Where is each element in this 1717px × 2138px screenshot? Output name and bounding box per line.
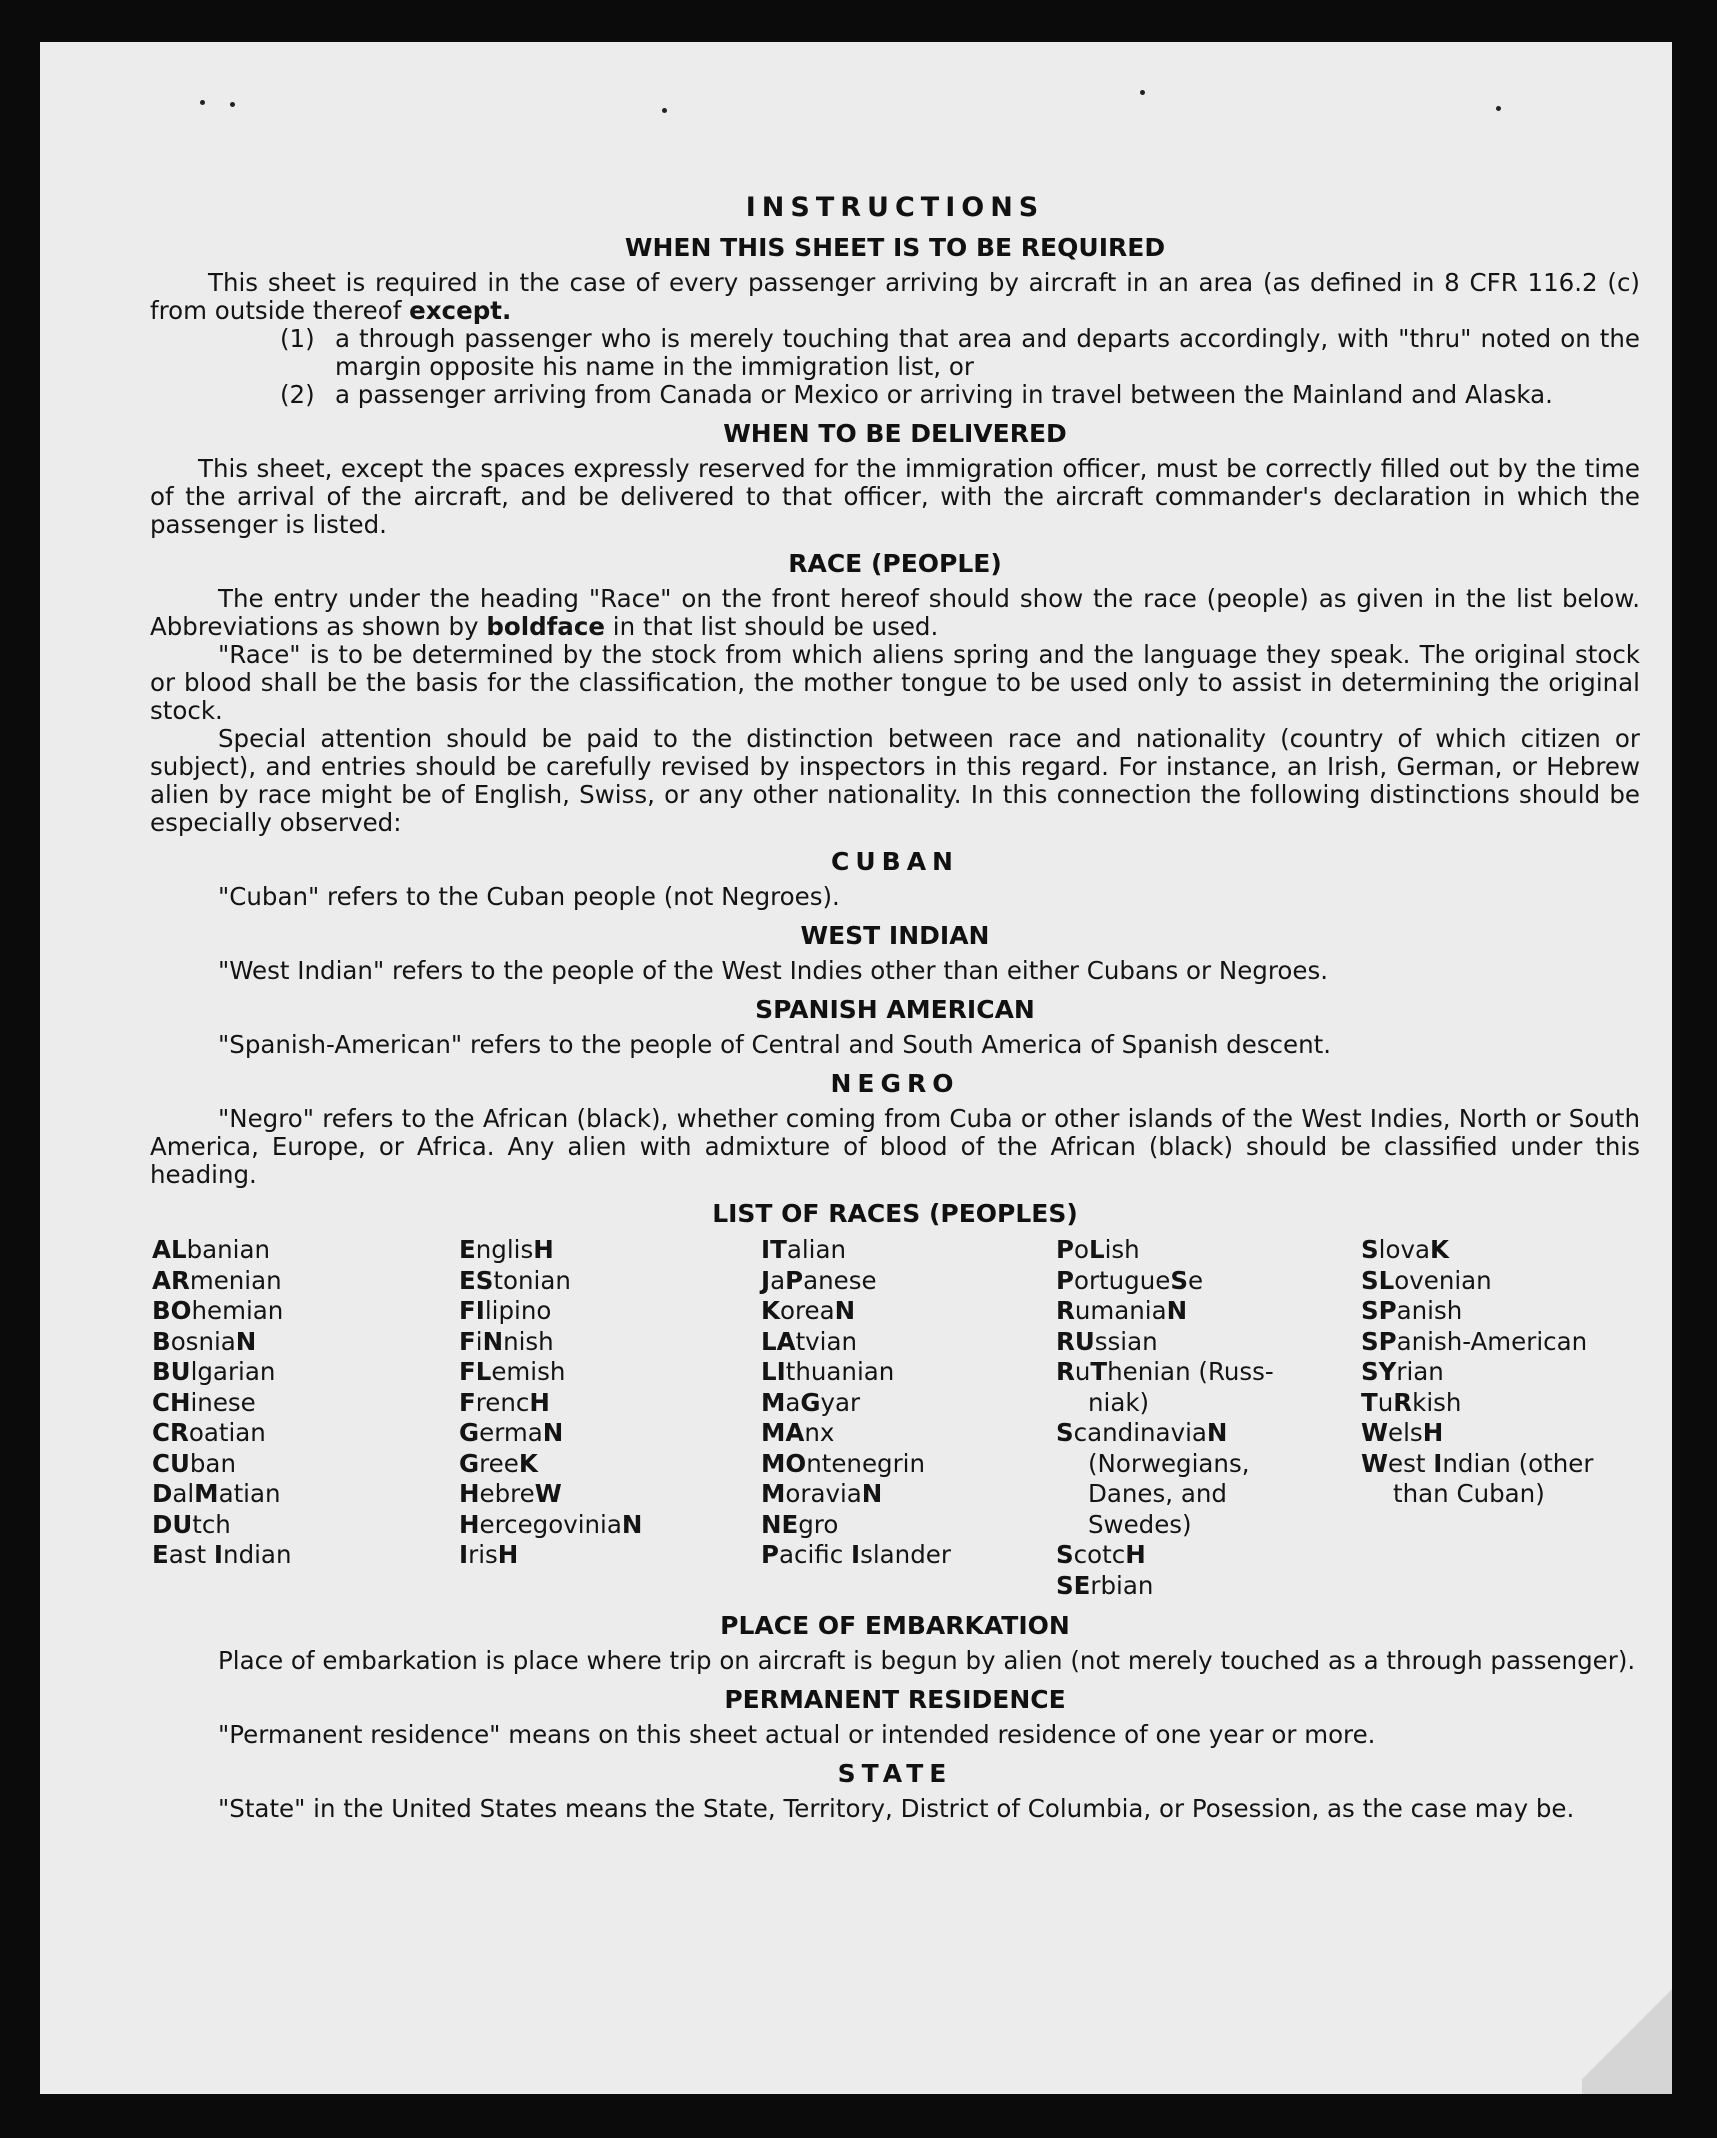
race-paragraph-3: Special attention should be paid to the distinction between race and nationality (country of which citizen or subject), and entries should be carefully revised by inspectors in this regard. For instance, an Irish, German, or Hebrew alien by race might be of English, Swiss, or any other nationality. In this connection the following distinctions should be especially observed:: [150, 724, 1640, 837]
race-entry: LAtvian: [761, 1326, 858, 1356]
race-entry: ScotcH: [1056, 1540, 1146, 1569]
race-paragraph-1: The entry under the heading "Race" on the front hereof should show the race (people) as given in the list below. Abbreviations as shown by boldface in that list should be used.: [150, 584, 1640, 641]
race-column: [1054, 1235, 1359, 1601]
race-column: [759, 1235, 1054, 1601]
required-except: except.: [409, 296, 512, 325]
page-curl: [1582, 1974, 1672, 2094]
heading-negro: NEGRO: [830, 1069, 960, 1098]
race-entry: MOntenegrin: [761, 1448, 925, 1478]
heading-delivered: WHEN TO BE DELIVERED: [723, 419, 1067, 448]
race-entry: HebreW: [459, 1479, 562, 1508]
west-indian-text: "West Indian" refers to the people of the West Indies other than either Cubans or Negroes.: [218, 956, 1329, 985]
heading-residence: PERMANENT RESIDENCE: [724, 1685, 1066, 1714]
race-entry: SPanish-American: [1361, 1326, 1588, 1356]
race-entry: BOhemian: [152, 1296, 284, 1325]
race-entry: SYrian: [1361, 1357, 1444, 1386]
race-entry: MAnx: [761, 1418, 835, 1447]
race-entry-continued: niak): [1088, 1387, 1150, 1417]
scan-speck: [662, 108, 667, 113]
race-list: [150, 1235, 1640, 1601]
race-column: [1359, 1235, 1619, 1601]
race-entry: RumaniaN: [1056, 1296, 1188, 1325]
race-entry: KoreaN: [761, 1296, 856, 1325]
race-entry: FiNnish: [459, 1326, 554, 1356]
race-entry: HercegoviniaN: [459, 1509, 643, 1539]
race-entry-continued: Danes, and: [1088, 1479, 1227, 1508]
heading-state: STATE: [837, 1759, 953, 1788]
heading-spanish-american: SPANISH AMERICAN: [755, 995, 1035, 1024]
race-entry: PoLish: [1056, 1235, 1140, 1264]
required-intro: This sheet is required in the case of every passenger arriving by aircraft in an area (as defined in 8 CFR 116.2 (c) from outside thereof except.: [150, 268, 1640, 325]
race-entry: JaPanese: [761, 1265, 877, 1295]
race-entry: PortugueSe: [1056, 1265, 1204, 1295]
race-entry: RuThenian (Russ-: [1056, 1357, 1274, 1386]
race-entry: FrencH: [459, 1387, 550, 1417]
scan-speck: [200, 100, 205, 105]
race-entry: SLovenian: [1361, 1265, 1492, 1295]
race-entry: MaGyar: [761, 1387, 861, 1417]
heading-cuban: CUBAN: [831, 847, 959, 876]
race-entry: FIlipino: [459, 1296, 552, 1325]
heading-list-of-races: LIST OF RACES (PEOPLES): [712, 1199, 1078, 1228]
race-entry: West Indian (other: [1361, 1448, 1594, 1478]
race-entry: DalMatian: [152, 1479, 281, 1508]
race-entry: GermaN: [459, 1418, 564, 1447]
exception-item: (2) a passenger arriving from Canada or Mexico or arriving in travel between the Mainland and Alaska.: [280, 380, 1553, 409]
race-entry: ScandinaviaN: [1056, 1418, 1228, 1447]
race-entry-continued: Swedes): [1088, 1509, 1192, 1539]
race-entry: Pacific Islander: [761, 1540, 951, 1569]
race-entry: MoraviaN: [761, 1479, 883, 1508]
race-entry: CRoatian: [152, 1418, 266, 1447]
negro-text: "Negro" refers to the African (black), whether coming from Cuba or other islands of the West Indies, North or South America, Europe, or Africa. Any alien with admixture of blood of the African (black) should be classified under this heading.: [150, 1104, 1640, 1189]
boldface-word: boldface: [486, 612, 605, 641]
race-entry: RUssian: [1056, 1326, 1158, 1356]
race-entry: TuRkish: [1361, 1387, 1462, 1417]
cuban-text: "Cuban" refers to the Cuban people (not Negroes).: [218, 882, 840, 911]
race-entry: ALbanian: [152, 1235, 271, 1264]
race-entry: CUban: [152, 1448, 236, 1478]
race-entry: SErbian: [1056, 1570, 1154, 1600]
race-entry: LIthuanian: [761, 1357, 895, 1386]
delivered-text: This sheet, except the spaces expressly reserved for the immigration officer, must be correctly filled out by the time of the arrival of the aircraft, and be delivered to that officer, with the aircraft commander's declaration in which the passenger is listed.: [150, 454, 1640, 539]
scan-speck: [230, 102, 235, 107]
scan-speck: [1140, 90, 1145, 95]
document-page: [40, 42, 1672, 2094]
race-paragraph-2: "Race" is to be determined by the stock from which aliens spring and the language they speak. The original stock or blood shall be the basis for the classification, the mother tongue to be used only to assist in determining the original stock.: [150, 640, 1640, 725]
spanish-american-text: "Spanish-American" refers to the people of Central and South America of Spanish descent.: [218, 1030, 1332, 1059]
page-title: INSTRUCTIONS: [745, 192, 1045, 223]
race-entry-continued: than Cuban): [1393, 1479, 1545, 1508]
heading-race: RACE (PEOPLE): [788, 549, 1002, 578]
race-entry: BUlgarian: [152, 1357, 276, 1386]
instructions-content: [150, 192, 1640, 1823]
race-entry: NEgro: [761, 1509, 839, 1539]
heading-required: WHEN THIS SHEET IS TO BE REQUIRED: [624, 233, 1166, 262]
race-entry: IrisH: [459, 1540, 519, 1569]
heading-embarkation: PLACE OF EMBARKATION: [720, 1611, 1070, 1640]
state-text: "State" in the United States means the State, Territory, District of Columbia, or Posession, as the case may be.: [218, 1794, 1575, 1823]
race-entry: East Indian: [152, 1540, 292, 1569]
race-entry: CHinese: [152, 1387, 256, 1417]
scan-speck: [1496, 106, 1501, 111]
race-entry: ARmenian: [152, 1265, 282, 1295]
race-entry: WelsH: [1361, 1418, 1444, 1447]
residence-text: "Permanent residence" means on this sheet actual or intended residence of one year or more.: [218, 1720, 1376, 1749]
race-entry: FLemish: [459, 1357, 566, 1386]
race-entry: BosniaN: [152, 1326, 257, 1356]
embarkation-text: Place of embarkation is place where trip on aircraft is begun by alien (not merely touched as a through passenger).: [218, 1646, 1636, 1675]
race-column: [457, 1235, 759, 1601]
race-entry-continued: (Norwegians,: [1088, 1448, 1250, 1478]
race-column: [150, 1235, 457, 1601]
race-entry: EnglisH: [459, 1235, 554, 1264]
race-entry: SPanish: [1361, 1296, 1463, 1325]
race-entry: ITalian: [761, 1235, 846, 1264]
race-entry: SlovaK: [1361, 1235, 1449, 1264]
race-entry: EStonian: [459, 1265, 571, 1295]
race-entry: DUtch: [152, 1509, 231, 1539]
race-entry: GreeK: [459, 1448, 538, 1478]
heading-west-indian: WEST INDIAN: [800, 921, 990, 950]
exception-item: (1) a through passenger who is merely touching that area and departs accordingly, with "thru" noted on the margin opposite his name in the immigration list, or: [280, 324, 1640, 381]
